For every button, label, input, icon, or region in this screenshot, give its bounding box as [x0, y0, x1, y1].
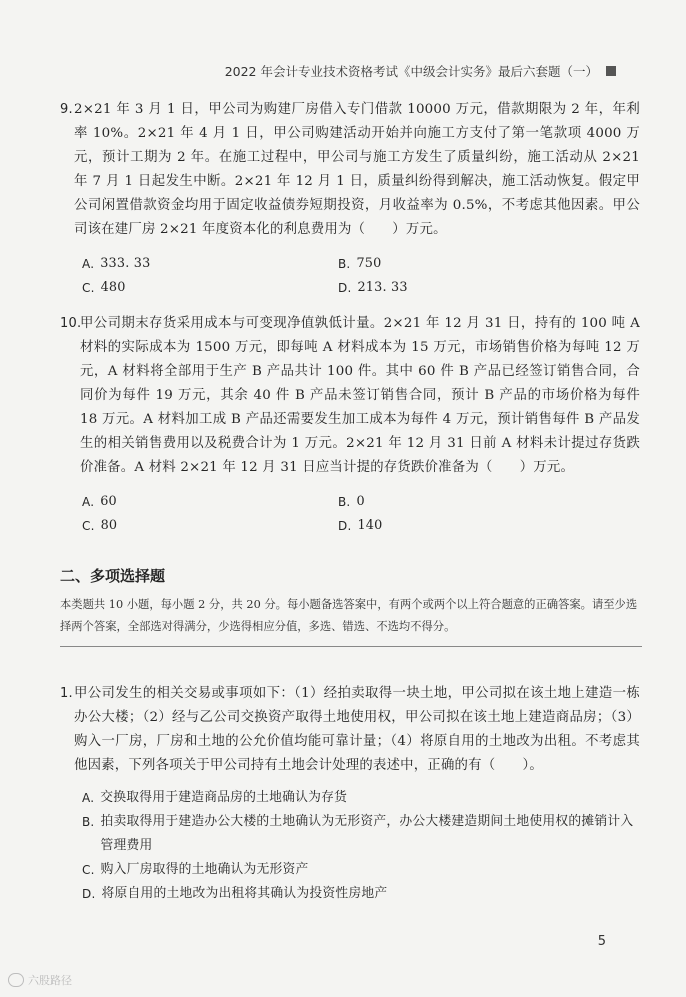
option-a[interactable]: A. 交换取得用于建造商品房的土地确认为存货	[82, 790, 348, 805]
section-description: 本类题共 10 小题，每小题 2 分，共 20 分。每小题备选答案中，有两个或两个以上符合题意的正确答案。请至少选择两个答案，全部选对得满分，少选得相应分值，多选、错选、不选均不得分。	[60, 598, 638, 633]
header-square-icon	[606, 66, 616, 76]
option-d[interactable]: D. 140	[338, 518, 383, 533]
options-grid	[82, 490, 640, 538]
header-title: 2022 年会计专业技术资格考试《中级会计实务》最后六套题（一）	[224, 64, 598, 79]
question-stem: 甲公司发生的相关交易或事项如下：（1）经拍卖取得一块土地，甲公司拟在该土地上建造一栋办公大楼；（2）经与乙公司交换资产取得土地使用权，甲公司拟在该土地上建造商品房；（3）购入一厂房，厂房和土地的公允价值均能可靠计量；（4）将原自用的土地改为出租。不考虑其他因素，下列各项关于甲公司持有土地会计处理的表述中，正确的有（ ）。	[74, 686, 640, 773]
section-title: 二、多项选择题	[60, 567, 166, 585]
option-c[interactable]: C. 480	[82, 280, 126, 295]
question-number: 9.	[60, 102, 73, 117]
question-stem: 2×21 年 3 月 1 日，甲公司为购建厂房借入专门借款 10000 万元，借款期限为 2 年，年利率 10%。2×21 年 4 月 1 日，甲公司购建活动开始并向施工方支付了第一笔款项 4000 万元，预计工期为 2 年。在施工过程中，甲公司与施工方发生了质量纠纷，施工活动从 2×21 年 7 月 1 日起发生中断。2×21 年 12 月 1 日，质量纠纷得到解决，施工活动恢复。假定甲公司闲置借款资金均用于固定收益债券短期投资，月收益率为 0.5%，不考虑其他因素。甲公司该在建厂房 2×21 年度资本化的利息费用为（ ）万元。	[74, 102, 640, 237]
question-9	[60, 98, 640, 300]
question-number: 1.	[60, 686, 73, 701]
option-d[interactable]: D. 213. 33	[338, 280, 408, 295]
option-a[interactable]: A. 333. 33	[82, 256, 151, 271]
option-c[interactable]: C. 80	[82, 518, 118, 533]
multi-question-1	[60, 682, 640, 906]
question-10	[60, 312, 640, 538]
option-b[interactable]: B. 拍卖取得用于建造办公大楼的土地确认为无形资产，办公大楼建造期间土地使用权的摊销计入管理费用	[82, 814, 634, 853]
page-number: 5	[597, 934, 606, 949]
section-divider	[60, 646, 642, 647]
question-number: 10.	[60, 316, 82, 331]
option-a[interactable]: A. 60	[82, 494, 117, 509]
option-b[interactable]: B. 0	[338, 494, 365, 509]
watermark-text: 六股路径	[28, 974, 72, 987]
option-b[interactable]: B. 750	[338, 256, 382, 271]
options-list	[82, 786, 640, 906]
page-header	[225, 62, 616, 80]
option-c[interactable]: C. 购入厂房取得的土地确认为无形资产	[82, 862, 309, 877]
watermark	[8, 972, 72, 988]
options-grid	[82, 252, 640, 300]
option-d[interactable]: D. 将原自用的土地改为出租将其确认为投资性房地产	[82, 886, 388, 901]
question-stem: 甲公司期末存货采用成本与可变现净值孰低计量。2×21 年 12 月 31 日，持有的 100 吨 A 材料的实际成本为 1500 万元，即每吨 A 材料成本为 15 万元，市场销售价格为每吨 12 万元，A 材料将全部用于生产 B 产品共计 100 件。其中 60 件 B 产品已经签订销售合同，合同价为每件 19 万元，其余 40 件 B 产品未签订销售合同，预计 B 产品的市场价格为每件 18 万元。A 材料加工成 B 产品还需要发生加工成本为每件 4 万元，预计销售每件 B 产品发生的相关销售费用以及税费合计为 1 万元。2×21 年 12 月 31 日前 A 材料未计提过存货跌价准备。A 材料 2×21 年 12 月 31 日应当计提的存货跌价准备为（ ）万元。	[80, 316, 640, 475]
watermark-logo-icon	[8, 973, 24, 987]
